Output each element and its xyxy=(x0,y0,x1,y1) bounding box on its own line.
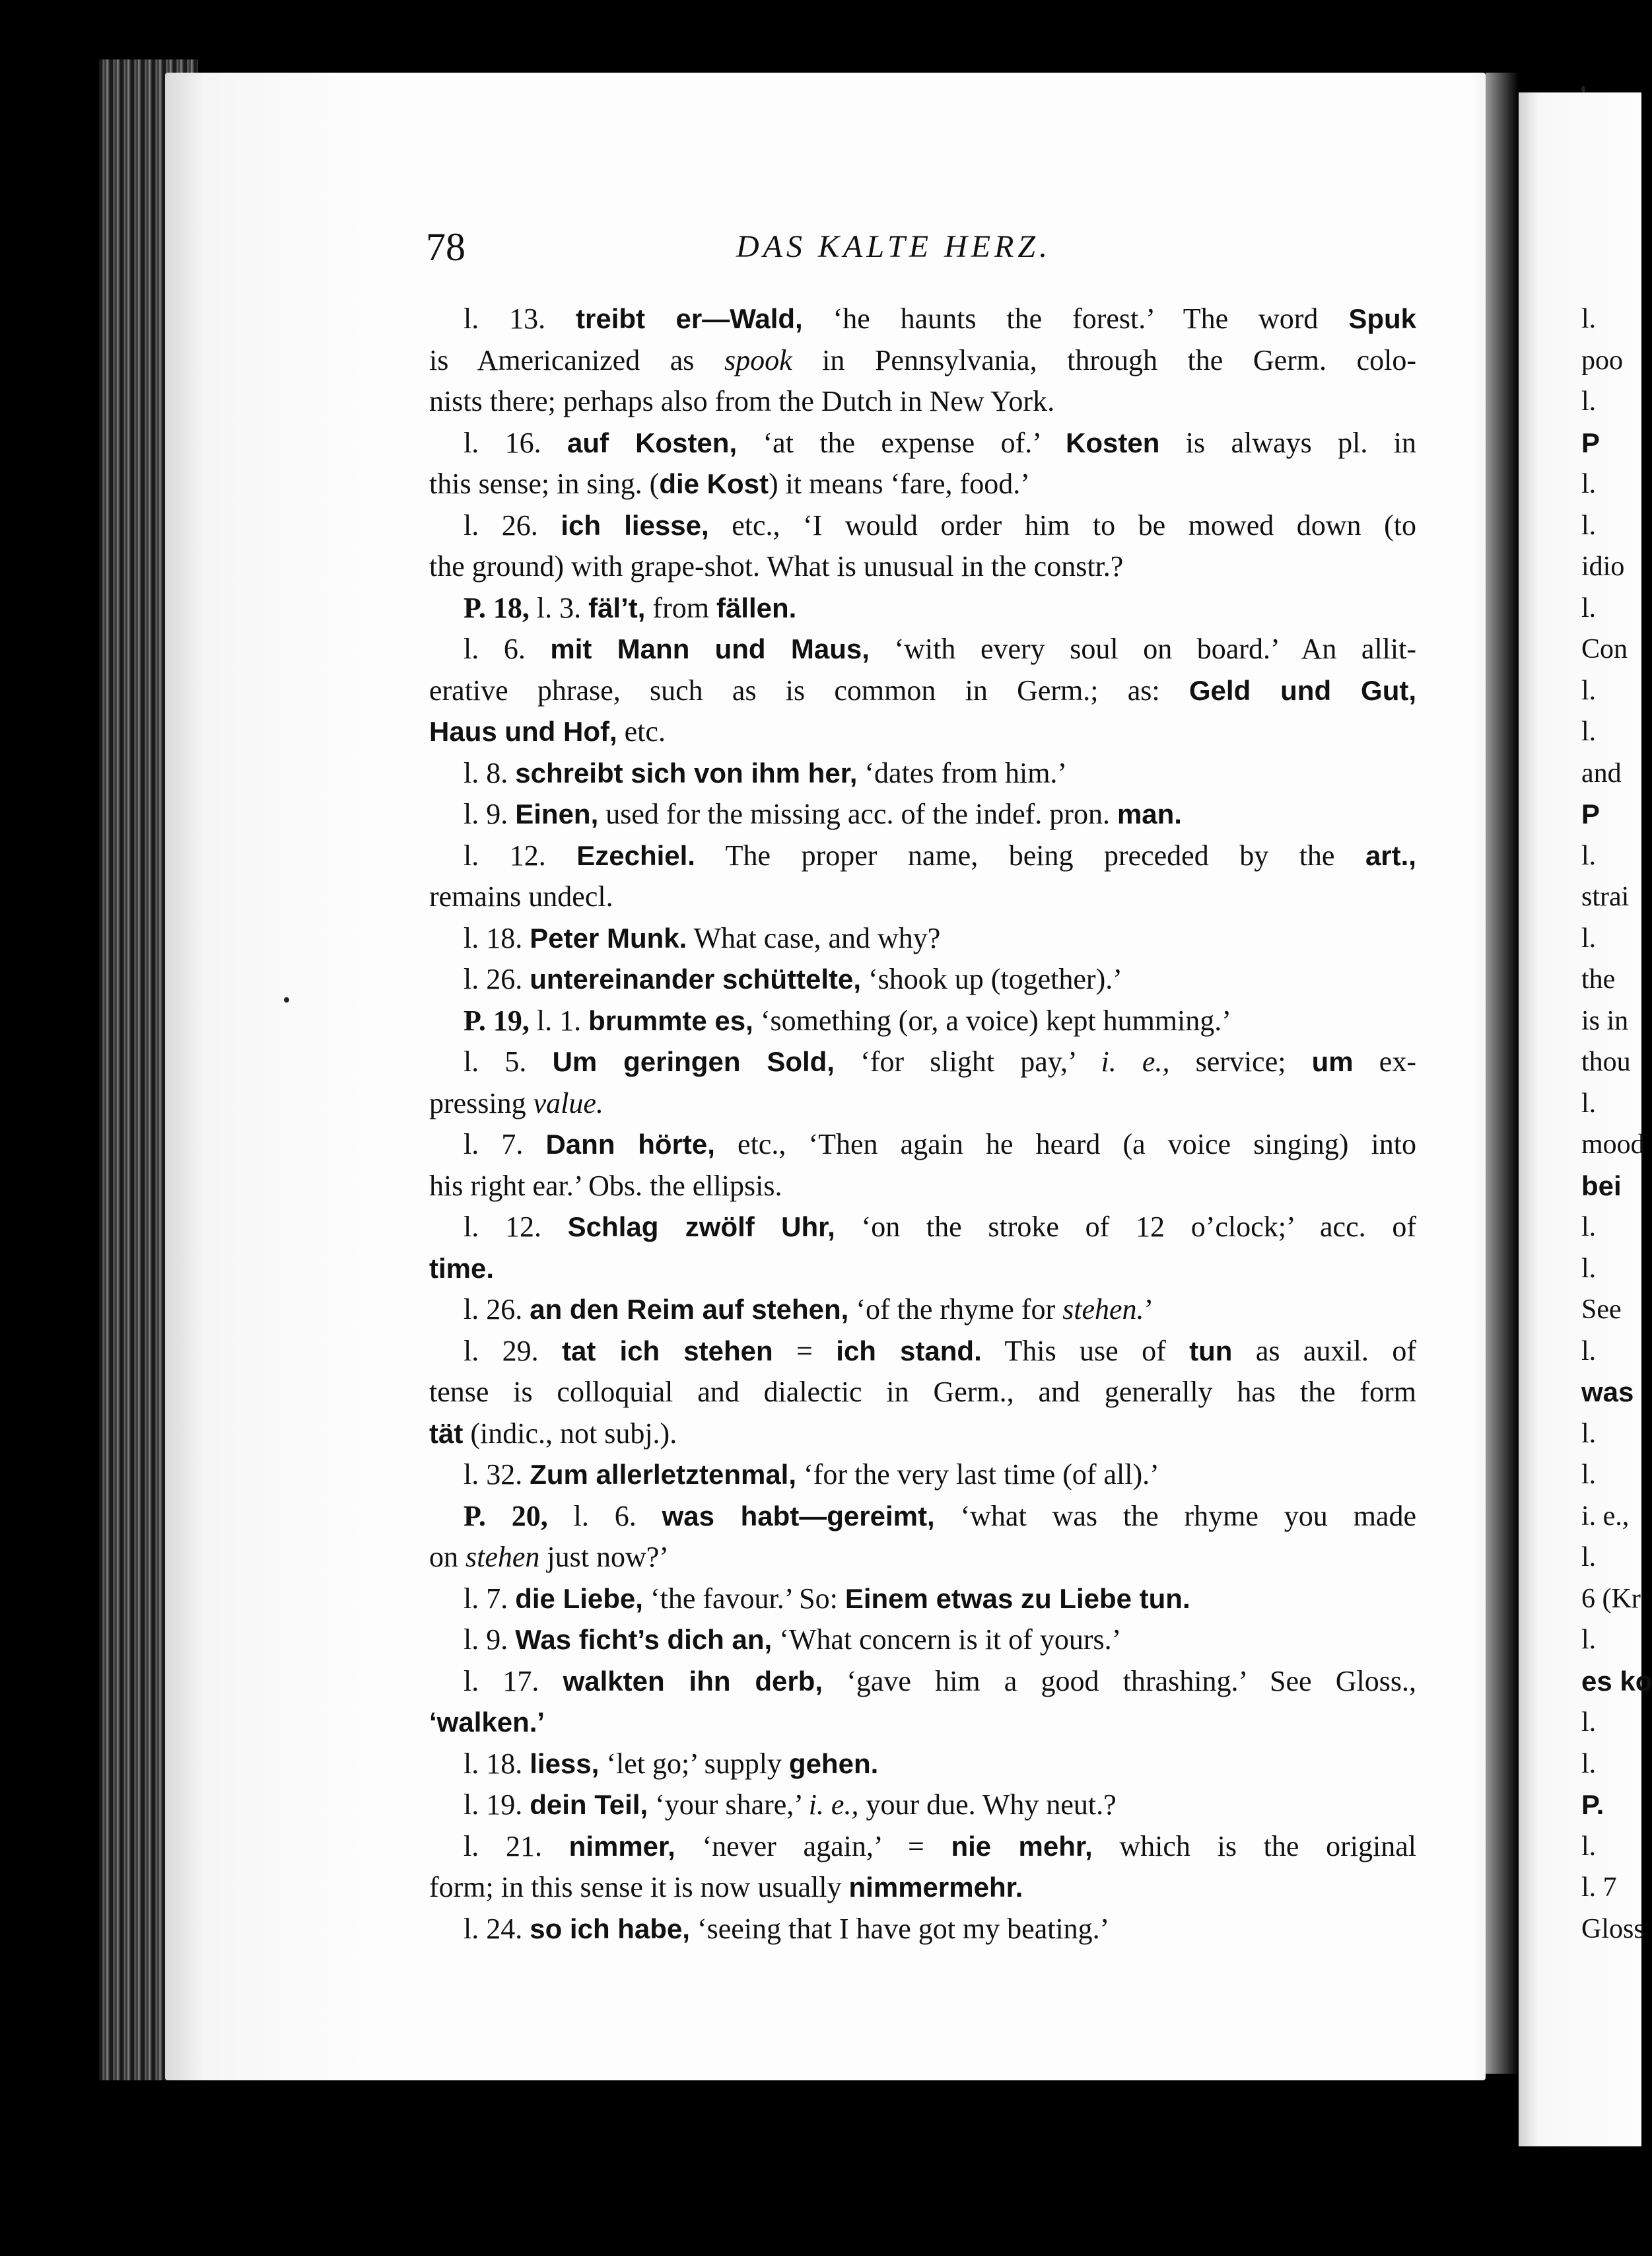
note-line xyxy=(429,1784,1416,1826)
note-text: form; in this sense it is now usually xyxy=(429,1871,849,1903)
note-text: ‘something (or, a voice) kept humming.’ xyxy=(753,1004,1231,1037)
note-text: l. 16. xyxy=(464,426,568,459)
note-line xyxy=(429,381,1416,423)
facing-page-fragment: l. xyxy=(1581,1831,1597,1862)
german-term: walkten ihn derb, xyxy=(563,1665,823,1697)
german-term: die Kost xyxy=(659,468,769,499)
note-text: l. 18. xyxy=(464,921,530,954)
note-line xyxy=(429,1041,1416,1083)
note-line xyxy=(429,1909,1416,1950)
german-term: tun xyxy=(1189,1335,1233,1366)
note-line xyxy=(429,423,1416,464)
note-text: l. 9. xyxy=(464,798,516,830)
facing-page-fragment: l. xyxy=(1581,1542,1597,1572)
facing-page-fragment: mood xyxy=(1581,1129,1645,1160)
german-term: nimmermehr. xyxy=(848,1872,1023,1903)
facing-page-fragment: l. xyxy=(1581,1253,1597,1284)
note-text: = xyxy=(773,1334,837,1367)
note-text: ‘of the rhyme for xyxy=(848,1293,1063,1325)
note-line xyxy=(429,299,1416,340)
note-line xyxy=(429,670,1416,712)
facing-page-fragment: l. xyxy=(1581,1335,1597,1366)
german-term: tät xyxy=(429,1417,464,1449)
note-line xyxy=(429,835,1416,877)
facing-page-fragment: Con xyxy=(1581,634,1628,664)
german-term: time. xyxy=(429,1252,495,1284)
note-line xyxy=(429,1454,1416,1496)
note-text: on xyxy=(429,1541,465,1573)
note-text: ‘at the expense of.’ xyxy=(737,426,1066,459)
running-title: DAS KALTE HERZ. xyxy=(736,229,1052,264)
note-text: This use of xyxy=(981,1334,1190,1367)
note-text: ‘with every soul on board.’ An allit- xyxy=(869,633,1416,665)
notes-list xyxy=(429,299,1416,1950)
note-line xyxy=(429,1207,1416,1248)
note-text: tense is colloquial and dialectic in Germ., and generally has the form xyxy=(429,1376,1416,1408)
german-term: tat ich stehen xyxy=(562,1335,773,1366)
note-line xyxy=(429,1537,1416,1578)
note-line xyxy=(429,464,1416,505)
note-text: l. 29. xyxy=(464,1334,563,1367)
german-term: ‘walken.’ xyxy=(429,1707,545,1738)
note-line xyxy=(429,1248,1416,1290)
note-text: l. 17. xyxy=(464,1664,563,1697)
note-text: l. 3. xyxy=(529,591,589,624)
note-text: l. 26. xyxy=(464,509,561,542)
note-line xyxy=(429,1867,1416,1909)
note-text: remains undecl. xyxy=(429,880,613,913)
note-text: in Pennsylvania, through the Germ. colo- xyxy=(792,343,1416,376)
facing-page-fragment: the xyxy=(1581,964,1616,995)
note-line xyxy=(429,1124,1416,1166)
page-reference: P. 19, xyxy=(464,1004,530,1037)
note-line xyxy=(429,1619,1416,1661)
facing-page-fragment: is in xyxy=(1581,1005,1629,1036)
german-term: Kosten xyxy=(1066,427,1160,458)
german-term: Zum allerletztenmal, xyxy=(530,1459,797,1490)
note-text: ‘gave him a good thrashing.’ See Gloss., xyxy=(823,1664,1416,1697)
note-text: l. 26. xyxy=(464,963,530,995)
german-term: Schlag zwölf Uhr, xyxy=(567,1211,835,1242)
german-term: Ezechiel. xyxy=(576,839,695,871)
note-text: is Americanized as xyxy=(429,343,724,376)
note-text: l. 6. xyxy=(464,633,551,665)
note-text: ‘What concern is it of yours.’ xyxy=(772,1623,1122,1656)
german-term: ich stand. xyxy=(836,1335,982,1366)
note-text: etc., ‘Then again he heard (a voice singing) into xyxy=(714,1128,1416,1160)
facing-page-fragment: poo xyxy=(1581,345,1623,376)
note-line xyxy=(429,1372,1416,1413)
facing-page-fragment: l. xyxy=(1581,923,1597,954)
facing-page-fragment: l. xyxy=(1581,717,1597,747)
note-line xyxy=(429,588,1416,629)
note-line xyxy=(429,753,1416,794)
note-text: is always pl. in xyxy=(1159,426,1416,459)
facing-page-fragment: was xyxy=(1581,1376,1634,1407)
note-line xyxy=(429,340,1416,382)
italic-text: spook xyxy=(724,343,792,376)
note-text: ‘on the stroke of 12 o’clock;’ acc. of xyxy=(835,1211,1416,1243)
note-text: ‘let go;’ supply xyxy=(599,1747,789,1780)
note-line xyxy=(429,711,1416,753)
german-term: um xyxy=(1311,1046,1354,1077)
page-header xyxy=(426,225,1482,277)
facing-page-fragment: i. e., xyxy=(1581,1500,1630,1532)
facing-page-fragment: Gloss xyxy=(1581,1913,1645,1944)
facing-page-fragment: l. xyxy=(1581,386,1597,417)
facing-page-fragment: l. xyxy=(1581,1418,1597,1449)
note-line xyxy=(429,1496,1416,1537)
note-line xyxy=(429,1744,1416,1785)
note-text: his right ear.’ Obs. the ellipsis. xyxy=(429,1169,782,1202)
note-text: l. 8. xyxy=(464,756,516,789)
note-text: just now?’ xyxy=(539,1541,669,1573)
page-number: 78 xyxy=(426,225,465,269)
german-term: Was ficht’s dich an, xyxy=(515,1624,773,1655)
note-text: etc. xyxy=(617,715,666,748)
note-text: ‘for slight pay,’ xyxy=(834,1045,1101,1078)
note-text: ‘he haunts the forest.’ The word xyxy=(802,302,1349,335)
note-text: l. 12. xyxy=(464,1211,568,1243)
note-text: l. 21. xyxy=(464,1829,569,1862)
facing-page-fragment: l. xyxy=(1581,1212,1597,1242)
german-term: Um geringen Sold, xyxy=(552,1046,835,1077)
note-text: l. 32. xyxy=(464,1458,530,1491)
note-text: used for the missing acc. of the indef. pron. xyxy=(598,798,1117,830)
note-text: ) it means ‘fare, food.’ xyxy=(769,468,1030,500)
note-line xyxy=(429,1702,1416,1744)
german-term: so ich habe, xyxy=(530,1913,690,1944)
german-term: fällen. xyxy=(716,592,797,623)
facing-page-fragment: l. xyxy=(1581,1088,1597,1119)
page-speck xyxy=(284,997,289,1003)
note-text: the ground) with grape-shot. What is unusual in the constr.? xyxy=(429,550,1124,582)
note-line xyxy=(429,505,1416,547)
note-text: l. 24. xyxy=(464,1912,530,1945)
note-text: l. 5. xyxy=(464,1045,553,1078)
note-text: ‘shook up (together).’ xyxy=(861,963,1122,995)
note-text: ‘dates from him.’ xyxy=(857,756,1068,789)
german-term: liess, xyxy=(530,1747,600,1779)
note-text: l. 26. xyxy=(464,1293,530,1325)
facing-page-fragment: idio xyxy=(1581,551,1625,582)
facing-page-fragment: l. xyxy=(1581,1748,1597,1779)
note-text: ‘what was the rhyme you made xyxy=(934,1499,1416,1532)
facing-page-fragment: l. xyxy=(1581,1625,1597,1655)
note-line xyxy=(429,1413,1416,1455)
note-text: this sense; in sing. ( xyxy=(429,468,660,500)
note-text: which is the original xyxy=(1092,1829,1416,1862)
italic-text: stehen xyxy=(465,1541,540,1573)
facing-page-fragment: P. xyxy=(1581,1789,1604,1820)
note-line xyxy=(429,1289,1416,1331)
book-gutter xyxy=(1486,73,1519,2074)
german-term: mit Mann und Maus, xyxy=(550,633,870,664)
german-term: nie mehr, xyxy=(951,1830,1093,1862)
italic-text: i. e., xyxy=(808,1788,859,1821)
german-term: Einem etwas zu Liebe tun. xyxy=(844,1582,1190,1614)
facing-page-fragment: and xyxy=(1581,758,1622,789)
note-text: service; xyxy=(1169,1045,1312,1078)
note-text: ‘your share,’ xyxy=(648,1788,809,1821)
facing-page-text xyxy=(1581,299,1652,1950)
note-text: ’ xyxy=(1144,1293,1154,1325)
note-line xyxy=(429,1083,1416,1125)
note-text: (indic., not subj.). xyxy=(463,1417,677,1450)
german-term: fäl’t, xyxy=(588,592,646,623)
facing-page-fragment: l. xyxy=(1581,675,1597,706)
facing-page-fragment: See xyxy=(1581,1294,1622,1325)
note-line xyxy=(429,1661,1416,1703)
note-text: ‘for the very last time (of all).’ xyxy=(796,1458,1159,1491)
german-term: nimmer, xyxy=(568,1830,675,1862)
german-term: ich liesse, xyxy=(561,509,709,541)
german-term: treibt er—Wald, xyxy=(576,303,803,334)
note-text: your due. Why neut.? xyxy=(858,1788,1117,1821)
note-text: ex- xyxy=(1353,1045,1416,1078)
facing-page-fragment: l. xyxy=(1581,1460,1597,1490)
note-text: nists there; perhaps also from the Dutch in New York. xyxy=(429,385,1055,417)
note-text: ‘never again,’ = xyxy=(675,1829,951,1862)
note-text: ‘the favour.’ So: xyxy=(642,1582,845,1615)
note-text: l. 19. xyxy=(464,1788,530,1821)
page-reference: P. 20, xyxy=(464,1499,548,1532)
facing-page-fragment: P xyxy=(1581,427,1600,458)
facing-page-fragment: l. xyxy=(1581,304,1597,334)
facing-page-fragment: l. xyxy=(1581,840,1597,871)
note-line xyxy=(429,959,1416,1001)
note-text: ‘seeing that I have got my beating.’ xyxy=(689,1912,1110,1945)
german-term: was habt—gereimt, xyxy=(662,1500,935,1532)
italic-text: value. xyxy=(533,1086,603,1119)
note-line xyxy=(429,1166,1416,1207)
german-term: an den Reim auf stehen, xyxy=(530,1294,849,1325)
german-term: Dann hörte, xyxy=(545,1129,715,1160)
german-term: dein Teil, xyxy=(530,1789,648,1820)
facing-page-fragment: l. xyxy=(1581,510,1597,541)
facing-page-fragment: l. xyxy=(1581,592,1597,623)
page-speck xyxy=(1581,86,1585,92)
note-line xyxy=(429,1826,1416,1868)
facing-page-fragment: l. xyxy=(1581,1707,1597,1738)
german-term: untereinander schüttelte, xyxy=(530,964,861,995)
page-reference: P. 18, xyxy=(464,591,530,624)
german-term: die Liebe, xyxy=(515,1582,643,1614)
note-line xyxy=(429,629,1416,670)
note-text: l. 7. xyxy=(464,1582,516,1615)
note-text: erative phrase, such as is common in Germ.; as: xyxy=(429,674,1189,707)
german-term: art., xyxy=(1365,839,1416,871)
german-term: man. xyxy=(1117,798,1182,829)
italic-text: i. e., xyxy=(1101,1045,1170,1078)
note-text: l. 18. xyxy=(464,1747,530,1780)
note-text: l. 12. xyxy=(464,839,577,872)
note-line xyxy=(429,546,1416,588)
facing-page-fragment: es ko xyxy=(1581,1665,1652,1697)
note-text: l. 6. xyxy=(547,1499,662,1532)
german-term: Geld und Gut, xyxy=(1188,674,1416,706)
german-term: Spuk xyxy=(1348,303,1417,334)
facing-page-fragment: l. xyxy=(1581,469,1597,499)
german-term: brummte es, xyxy=(588,1005,753,1036)
note-text: etc., ‘I would order him to be mowed down (to xyxy=(708,509,1416,542)
note-line xyxy=(429,794,1416,835)
note-text: from xyxy=(645,591,716,624)
german-term: auf Kosten, xyxy=(567,427,738,458)
note-text: l. 1. xyxy=(529,1004,589,1037)
german-term: Haus und Hof, xyxy=(429,716,617,747)
note-text: l. 9. xyxy=(464,1623,516,1656)
note-text: l. 7. xyxy=(464,1128,546,1160)
note-line xyxy=(429,876,1416,918)
note-text: l. 13. xyxy=(464,302,576,335)
facing-page-fragment: bei xyxy=(1581,1170,1622,1201)
facing-page-fragment: l. 7 xyxy=(1581,1872,1617,1903)
italic-text: stehen. xyxy=(1062,1293,1144,1325)
note-line xyxy=(429,1001,1416,1042)
note-text: The proper name, being preceded by the xyxy=(695,839,1365,872)
note-text: pressing xyxy=(429,1086,533,1119)
note-line xyxy=(429,918,1416,960)
german-term: Peter Munk. xyxy=(530,922,687,954)
german-term: schreibt sich von ihm her, xyxy=(515,757,858,789)
german-term: gehen. xyxy=(788,1747,879,1779)
german-term: Einen, xyxy=(515,798,599,829)
facing-page-fragment: strai xyxy=(1581,882,1630,912)
facing-page-fragment: 6 (Kr xyxy=(1581,1583,1641,1614)
note-text: What case, and why? xyxy=(687,921,941,954)
facing-page-fragment: thou xyxy=(1581,1047,1631,1077)
note-line xyxy=(429,1331,1416,1372)
facing-page-fragment: P xyxy=(1581,798,1600,829)
note-text: as auxil. of xyxy=(1232,1334,1416,1367)
note-line xyxy=(429,1578,1416,1620)
